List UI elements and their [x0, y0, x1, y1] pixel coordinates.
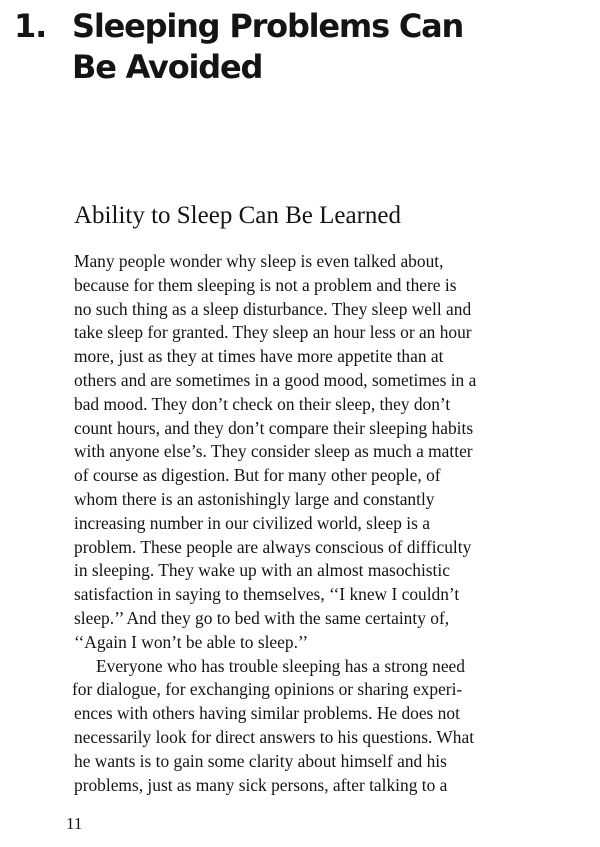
text-line: others and are sometimes in a good mood, sometimes in a: [74, 369, 477, 390]
page-number: 11: [66, 814, 83, 833]
text-line: count hours, and they don’t compare their sleeping habits: [74, 417, 474, 438]
chapter-title-line-2: Be Avoided: [72, 48, 263, 86]
text-line: increasing number in our civilized world, sleep is a: [74, 512, 430, 533]
text-line: ‘‘Again I won’t be able to sleep.’’: [74, 631, 309, 652]
body-text: [74, 250, 600, 797]
chapter-number: 1.: [14, 7, 47, 45]
text-line: take sleep for granted. They sleep an hour less or an hour: [74, 322, 472, 343]
text-line: whom there is an astonishingly large and constantly: [74, 488, 435, 509]
text-line: for dialogue, for exchanging opinions or sharing experi-: [72, 679, 463, 700]
text-line: with anyone else’s. They consider sleep as much a matter: [74, 441, 473, 462]
text-line: in sleeping. They wake up with an almost masochistic: [74, 560, 450, 581]
text-line: necessarily look for direct answers to his questions. What: [74, 726, 475, 747]
chapter-title-line-1: Sleeping Problems Can: [72, 7, 464, 45]
text-line: ences with others having similar problems. He does not: [74, 703, 460, 724]
text-line: he wants is to gain some clarity about himself and his: [74, 750, 447, 771]
text-line: sleep.’’ And they go to bed with the same certainty of,: [74, 607, 450, 628]
text-line: bad mood. They don’t check on their sleep, they don’t: [74, 393, 451, 414]
section-heading: Ability to Sleep Can Be Learned: [74, 202, 402, 229]
text-line: problem. These people are always conscious of difficulty: [74, 536, 472, 557]
text-line: Many people wonder why sleep is even talked about,: [74, 251, 444, 271]
chapter-heading: [14, 6, 574, 88]
text-line: Everyone who has trouble sleeping has a strong need: [96, 655, 465, 676]
text-line: satisfaction in saying to themselves, ‘‘I knew I couldn’t: [74, 584, 460, 605]
text-line: no such thing as a sleep disturbance. They sleep well and: [74, 298, 472, 319]
text-line: of course as digestion. But for many other people, of: [74, 465, 441, 486]
text-line: problems, just as many sick persons, after talking to a: [74, 774, 448, 795]
text-line: because for them sleeping is not a problem and there is: [74, 274, 457, 295]
text-line: more, just as they at times have more appetite than at: [74, 346, 444, 367]
